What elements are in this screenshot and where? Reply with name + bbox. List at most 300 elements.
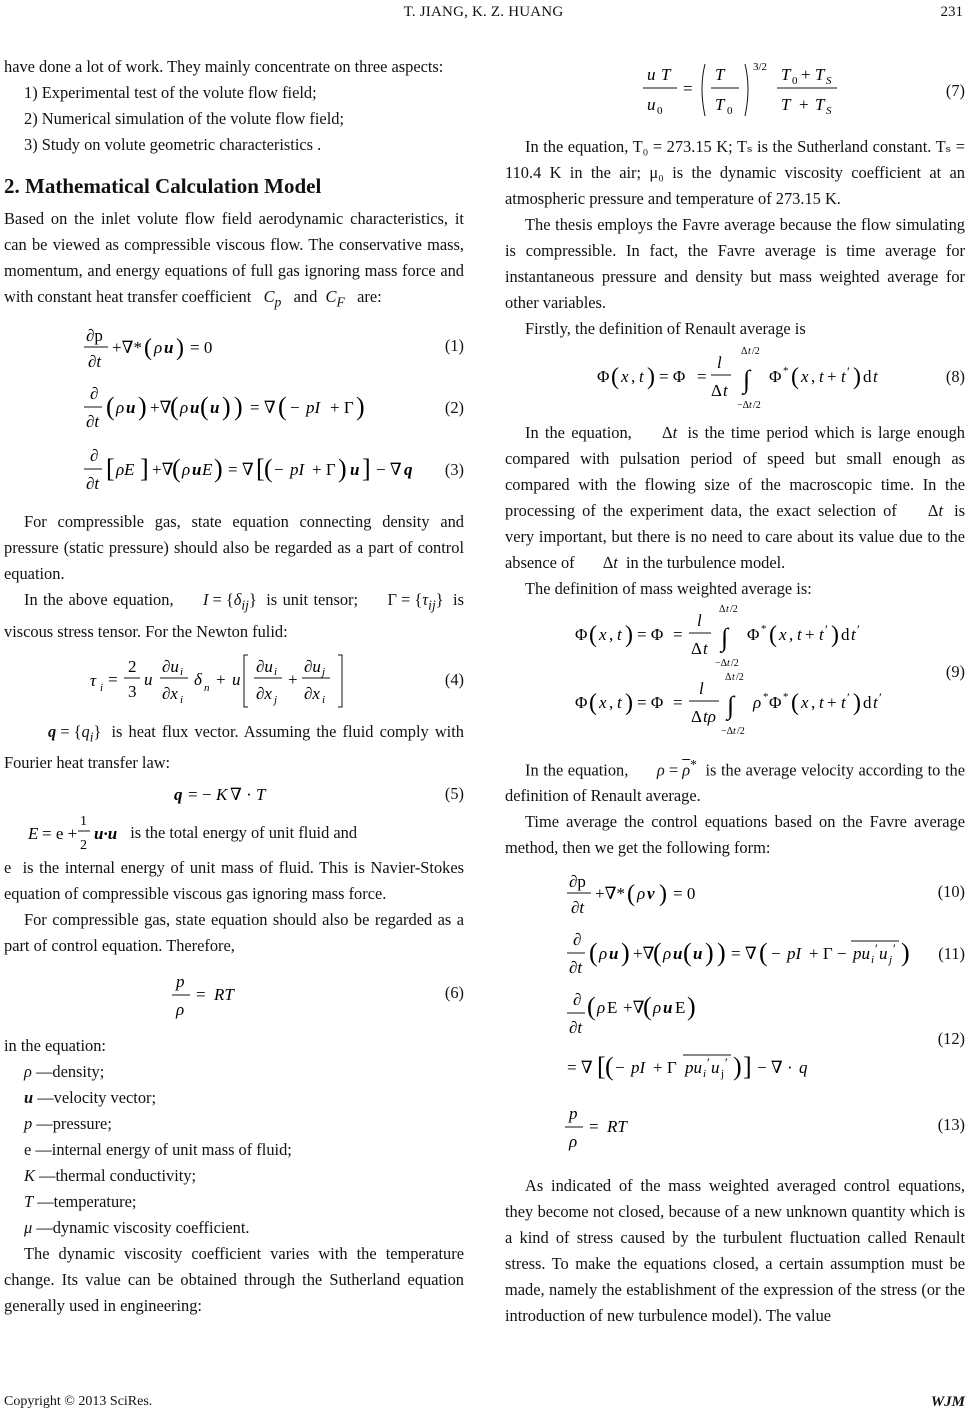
svg-text:∂t: ∂t: [569, 1018, 583, 1038]
definition-viscosity: μ —dynamic viscosity coefficient.: [24, 1218, 250, 1238]
svg-text:): ): [705, 938, 714, 968]
equation-3: [4, 439, 464, 501]
svg-text:,: ,: [609, 625, 614, 644]
svg-text:x: x: [621, 367, 629, 386]
equation-3-formula: [4, 439, 464, 501]
section-heading: 2. Mathematical Calculation Model: [4, 174, 322, 198]
svg-text:T: T: [256, 784, 266, 804]
average-velocity-paragraph: In the equation, $\rho = \overline{\rho}^*$ is the average velocity according to the definition of Renault average.: [505, 757, 965, 806]
internal-energy-paragraph: e is the internal energy of unit mass of fluid. This is Navier-Stokes equation of compressible viscous gas ignoring mass force.: [4, 858, 464, 904]
equation-number: (12): [937, 1029, 965, 1049]
svg-text:ρ: ρ: [753, 693, 762, 712]
svg-text:0: 0: [792, 75, 798, 87]
svg-text:v: v: [647, 884, 655, 904]
svg-text:u: u: [190, 398, 200, 418]
svg-text:*: *: [783, 691, 789, 703]
svg-text:x: x: [599, 625, 607, 644]
page-footer: [4, 1394, 965, 1414]
state-equation-paragraph-2: For compressible gas, state equation should also be regarded as a part of control equation. Therefore,: [4, 910, 464, 956]
definition-temperature: T —temperature;: [24, 1192, 137, 1212]
equation-number: (10): [937, 882, 965, 902]
svg-text:t: t: [841, 367, 846, 386]
favre-method-paragraph: Time average the control equations based on the Favre average method, then we get the following form:: [505, 812, 965, 858]
svg-text:∂x: ∂x: [162, 683, 178, 703]
svg-text:′: ′: [825, 622, 828, 637]
svg-text:Δ: Δ: [691, 707, 702, 726]
svg-text:−: −: [290, 398, 300, 418]
svg-text:u: u: [232, 669, 241, 689]
favre-average-paragraph: The thesis employs the Favre average because the flow simulating is compressible. In fact, the Favre average is time average for instantaneous pressure and density but mass weighted average for other variables.: [505, 215, 965, 312]
svg-text:): ): [338, 454, 347, 484]
svg-text:): ): [138, 392, 147, 422]
equation-8: [505, 342, 965, 412]
svg-text:t: t: [819, 367, 824, 386]
equation-number: (7): [945, 81, 965, 100]
equation-10-formula: [505, 861, 965, 923]
model-paragraph: Based on the inlet volute flow field aerodynamic characteristics, it can be viewed as compressible viscous flow. The conservative mass, momentum, and energy equations of full gas ignoring mass force and with constant heat transfer coefficient $C_p$ and $C_F$ are:: [4, 209, 464, 310]
svg-text:t: t: [732, 672, 735, 683]
running-head: [0, 4, 967, 24]
svg-text:pI: pI: [290, 460, 305, 480]
svg-text:Δ: Δ: [719, 604, 726, 615]
svg-text:− ∇ ·: − ∇ ·: [757, 1058, 793, 1078]
equation-5: [4, 776, 464, 812]
svg-text:t: t: [727, 658, 730, 669]
equation-2: [4, 377, 464, 439]
equation-9-formula: [505, 602, 965, 742]
svg-text:∂: ∂: [573, 990, 582, 1010]
svg-text:(: (: [587, 992, 596, 1022]
svg-text:u: u: [693, 944, 703, 964]
sutherland-constants-paragraph: In the equation, T₀ = 273.15 K; Tₛ is the Sutherland constant. Tₛ = 110.4 K in the air; μ₀ is the dynamic viscosity coefficient at an atmospheric pressure and temperature of 273.15 K.: [505, 137, 965, 208]
copyright-notice: Copyright © 2013 SciRes.: [4, 1394, 153, 1409]
svg-text:pI: pI: [306, 398, 321, 418]
svg-text:(: (: [605, 1052, 614, 1082]
svg-text:(: (: [200, 392, 209, 422]
svg-text:(: (: [144, 335, 152, 362]
svg-text:0: 0: [657, 105, 663, 117]
svg-text:− ∇: − ∇: [376, 460, 402, 480]
svg-text:(: (: [769, 622, 777, 648]
svg-text:u: u: [673, 944, 683, 964]
svg-text:/2: /2: [737, 726, 745, 737]
svg-text:]: ]: [140, 454, 149, 484]
svg-text:/2: /2: [736, 672, 744, 683]
svg-text:∂p: ∂p: [569, 872, 586, 892]
svg-text:): ): [853, 364, 861, 390]
svg-text:T: T: [781, 95, 791, 114]
svg-text:t: t: [749, 400, 752, 411]
equation-number: (6): [444, 983, 464, 1003]
svg-text:t: t: [617, 625, 622, 644]
equation-12-formula: [505, 985, 965, 1093]
svg-text:Δ: Δ: [725, 672, 732, 683]
equation-1: [4, 315, 464, 377]
svg-text:RT: RT: [607, 1117, 627, 1137]
svg-text:u: u: [210, 398, 220, 418]
left-column: [4, 54, 464, 1319]
svg-text:+ Γ: + Γ: [330, 398, 354, 418]
svg-text:2: 2: [80, 838, 87, 854]
svg-text:(: (: [791, 690, 799, 716]
svg-text:∂: ∂: [573, 930, 582, 950]
svg-text:T: T: [715, 95, 725, 114]
svg-text:u: u: [126, 398, 136, 418]
equation-number: (2): [444, 398, 464, 418]
equation-number: (3): [444, 460, 464, 480]
svg-text:∂t: ∂t: [569, 958, 583, 978]
svg-text:Δ: Δ: [741, 346, 748, 357]
svg-text:Φ: Φ: [575, 625, 588, 644]
svg-text:T: T: [815, 95, 825, 114]
total-energy-formula: [8, 809, 118, 853]
equation-9: [505, 602, 965, 742]
svg-text:′: ′: [893, 941, 896, 957]
definition-internal-energy: e —internal energy of unit mass of fluid;: [24, 1140, 292, 1160]
svg-text:j: j: [721, 1068, 725, 1081]
svg-text:= ∇: = ∇: [250, 398, 276, 418]
svg-text:3: 3: [128, 681, 137, 701]
svg-text:u: u: [164, 338, 174, 358]
svg-text:u: u: [350, 460, 360, 480]
svg-text:d: d: [863, 693, 872, 712]
svg-text:= Φ: = Φ: [637, 625, 664, 644]
svg-text:u·u: u·u: [94, 824, 118, 844]
journal-abbreviation: WJM: [930, 1394, 965, 1410]
svg-text:= −: = −: [188, 784, 212, 804]
svg-text:(: (: [589, 938, 598, 968]
svg-text:ρ: ρ: [176, 1000, 185, 1020]
svg-text:−Δ: −Δ: [715, 658, 728, 669]
svg-text:= ∇: = ∇: [567, 1058, 593, 1078]
svg-text:l: l: [697, 611, 702, 630]
svg-text:[: [: [597, 1052, 606, 1082]
svg-text:(: (: [106, 392, 115, 422]
svg-text:=: =: [108, 669, 118, 689]
aspect-item-2: 2) Numerical simulation of the volute flow field;: [24, 109, 344, 128]
svg-text:∂u: ∂u: [162, 656, 179, 676]
svg-text:′: ′: [725, 1055, 728, 1071]
equation-7-formula: [505, 58, 965, 124]
svg-text:∂t: ∂t: [86, 474, 100, 494]
equation-number: (5): [444, 783, 464, 803]
svg-text:∂x: ∂x: [256, 683, 272, 703]
svg-text:i: i: [274, 665, 278, 678]
svg-text:= ∇: = ∇: [731, 944, 757, 964]
svg-text:∂t: ∂t: [86, 412, 100, 432]
svg-text:/2: /2: [730, 604, 738, 615]
aspect-item-3: 3) Study on volute geometric characteristics .: [24, 135, 322, 154]
svg-text:Δ: Δ: [691, 639, 702, 658]
svg-text:∇ ·: ∇ ·: [230, 784, 252, 804]
svg-text:+: +: [801, 65, 811, 84]
svg-text:(: (: [278, 392, 287, 422]
svg-text:): ): [222, 392, 231, 422]
svg-text:t: t: [733, 726, 736, 737]
svg-text:i: i: [703, 1068, 707, 1081]
svg-text:ρ: ρ: [663, 944, 672, 964]
svg-text:(: (: [683, 938, 692, 968]
svg-text:T: T: [715, 65, 725, 84]
definition-velocity: u —velocity vector;: [24, 1088, 157, 1108]
svg-text:= e +: = e +: [42, 824, 78, 844]
svg-text:(: (: [627, 881, 635, 908]
svg-text:): ): [733, 1052, 742, 1082]
svg-text:u: u: [663, 998, 673, 1018]
equation-11: [505, 923, 965, 985]
svg-text:t: t: [873, 367, 878, 386]
svg-text:ρ: ρ: [637, 884, 646, 904]
svg-text:=: =: [673, 625, 683, 644]
svg-text:+: +: [827, 693, 837, 712]
svg-text:tρ: tρ: [703, 707, 716, 726]
svg-text:n: n: [204, 681, 210, 694]
definition-density: ρ —density;: [24, 1062, 105, 1082]
svg-text:+: +: [216, 669, 226, 689]
svg-text:+∇: +∇: [623, 998, 645, 1018]
svg-text:t: t: [639, 367, 644, 386]
svg-text:t: t: [841, 693, 846, 712]
equation-13-formula: [505, 1093, 965, 1157]
svg-text:+∇: +∇: [150, 398, 172, 418]
svg-text:d: d: [863, 367, 872, 386]
svg-text:∫: ∫: [727, 691, 735, 720]
svg-text:= 0: = 0: [673, 884, 696, 904]
tensor-paragraph: In the above equation, $I = \{\delta_{ij}\}$ is unit tensor; $\Gamma = \{\tau_{ij}\}$ is viscous stress tensor. For the Newton fulid:: [4, 590, 464, 641]
svg-text:]: ]: [362, 454, 371, 484]
equation-8-formula: [505, 342, 965, 412]
svg-text:S: S: [826, 75, 832, 87]
equation-number: (13): [937, 1115, 965, 1135]
svg-text:2: 2: [128, 656, 137, 676]
svg-text:′: ′: [875, 941, 878, 957]
svg-text:= 0: = 0: [190, 338, 213, 358]
svg-text:= Φ: = Φ: [659, 367, 686, 386]
svg-text:∂u: ∂u: [256, 656, 273, 676]
svg-text:+ Γ: + Γ: [312, 460, 336, 480]
svg-text:u: u: [647, 65, 656, 84]
svg-text:=: =: [683, 79, 693, 98]
svg-text:E: E: [202, 460, 213, 480]
state-equation-paragraph: For compressible gas, state equation connecting density and pressure (static pressure) should also be regarded as a part of control equation.: [4, 512, 464, 584]
svg-text:q: q: [174, 784, 183, 804]
svg-text:*: *: [783, 365, 789, 377]
svg-text:): ): [176, 335, 184, 362]
svg-text:∂t: ∂t: [571, 898, 585, 918]
svg-text:u: u: [609, 944, 619, 964]
svg-text:x: x: [801, 693, 809, 712]
svg-text:′: ′: [707, 1055, 710, 1071]
svg-text:=: =: [697, 367, 707, 386]
svg-text:= ∇: = ∇: [228, 460, 254, 480]
svg-text:pI: pI: [787, 944, 802, 964]
svg-text:(: (: [589, 622, 597, 648]
svg-text:(: (: [643, 992, 652, 1022]
svg-text:′: ′: [857, 622, 860, 637]
svg-text:∂: ∂: [90, 384, 99, 404]
svg-text:+∇: +∇: [633, 944, 655, 964]
svg-text:−Δ: −Δ: [721, 726, 734, 737]
svg-text:t: t: [819, 693, 824, 712]
svg-text:): ): [659, 881, 667, 908]
svg-text:/2: /2: [753, 400, 761, 411]
definition-conductivity: K —thermal conductivity;: [24, 1166, 197, 1186]
svg-text:): ): [621, 938, 630, 968]
svg-text:′: ′: [847, 690, 850, 705]
svg-text:t: t: [873, 693, 878, 712]
svg-text:p: p: [569, 1104, 578, 1124]
svg-text:+∇*: +∇*: [595, 884, 625, 904]
svg-text:t: t: [819, 625, 824, 644]
renault-stress-paragraph: As indicated of the mass weighted averaged control equations, they become not closed, because of a new unknown quantity which is a kind of stress caused by the turbulent fluctuation called Renault stress. To make the equations closed, a certain assumption must be made, namely the establishment of the expression of the stress (or the introduction of new turbulence model). The value: [505, 1176, 965, 1326]
equation-6: [4, 959, 464, 1027]
svg-text:pI: pI: [631, 1058, 646, 1078]
svg-text:[: [: [256, 454, 265, 484]
svg-text:x: x: [599, 693, 607, 712]
svg-text:Φ: Φ: [597, 367, 610, 386]
equation-1-formula: [4, 315, 464, 377]
running-head-authors: T. JIANG, K. Z. HUANG: [403, 4, 564, 20]
svg-text:): ): [356, 392, 365, 422]
svg-text:+ Γ −: + Γ −: [809, 944, 847, 964]
svg-text:∫: ∫: [743, 365, 751, 394]
svg-text:u: u: [647, 95, 656, 114]
svg-text:,: ,: [631, 367, 636, 386]
svg-text:t: t: [617, 693, 622, 712]
svg-text:−: −: [771, 944, 781, 964]
equation-4: [4, 645, 464, 715]
equation-11-formula: [505, 923, 965, 985]
equation-6-formula: [4, 959, 464, 1027]
aspect-item-1: 1) Experimental test of the volute flow field;: [24, 83, 317, 102]
svg-text:+: +: [827, 367, 837, 386]
svg-text:u: u: [711, 1058, 720, 1078]
svg-text:+: +: [288, 669, 298, 689]
svg-text:i: i: [871, 954, 875, 967]
svg-text:= Φ: = Φ: [637, 693, 664, 712]
svg-text:∂t: ∂t: [88, 352, 102, 372]
svg-text:l: l: [699, 679, 704, 698]
svg-text:t: t: [851, 625, 856, 644]
svg-text:(: (: [170, 392, 179, 422]
svg-text:+ Γ: + Γ: [653, 1058, 677, 1078]
svg-text:′: ′: [847, 364, 850, 379]
svg-text:t: t: [723, 381, 728, 400]
svg-text:−: −: [615, 1058, 625, 1078]
svg-text:+∇*: +∇*: [112, 338, 142, 358]
svg-text:j: j: [889, 954, 893, 967]
equation-12: [505, 985, 965, 1093]
equation-2-formula: [4, 377, 464, 439]
page-number: 231: [940, 4, 963, 20]
svg-text:): ): [214, 454, 223, 484]
svg-text:i: i: [180, 665, 184, 678]
svg-text:): ): [234, 392, 243, 422]
svg-text:(: (: [759, 938, 768, 968]
svg-text:ρ: ρ: [116, 398, 125, 418]
svg-text:Δ: Δ: [711, 381, 722, 400]
svg-text:l: l: [717, 353, 722, 372]
svg-text:(: (: [264, 454, 273, 484]
equation-13: [505, 1093, 965, 1157]
svg-text:T: T: [815, 65, 825, 84]
svg-text:t: t: [797, 625, 802, 644]
right-column: [505, 58, 965, 1329]
svg-text:E: E: [607, 998, 618, 1018]
svg-text:1: 1: [80, 814, 87, 830]
svg-text:(: (: [653, 938, 662, 968]
svg-text:d: d: [841, 625, 850, 644]
equation-number: (4): [444, 669, 464, 689]
svg-text:t: t: [726, 604, 729, 615]
svg-text:(: (: [172, 454, 181, 484]
svg-text:∂x: ∂x: [304, 683, 320, 703]
svg-text:,: ,: [811, 367, 816, 386]
svg-text:∂: ∂: [90, 446, 99, 466]
svg-text:/2: /2: [752, 346, 760, 357]
svg-text:ρE: ρE: [116, 460, 135, 480]
svg-text:): ): [625, 622, 633, 648]
svg-text:ρ: ρ: [180, 398, 189, 418]
svg-text:t: t: [703, 639, 708, 658]
svg-text:+: +: [805, 625, 815, 644]
svg-text:,: ,: [811, 693, 816, 712]
svg-text:(: (: [791, 364, 799, 390]
svg-text:ρ: ρ: [653, 998, 662, 1018]
svg-text:+∇: +∇: [152, 460, 174, 480]
svg-text:/2: /2: [731, 658, 739, 669]
equation-4-formula: [4, 645, 464, 715]
svg-text:T: T: [781, 65, 791, 84]
svg-text:(: (: [611, 364, 619, 390]
equation-10: [505, 861, 965, 923]
svg-text:+: +: [799, 95, 809, 114]
svg-text:j: j: [322, 665, 326, 678]
renault-average-intro: Firstly, the definition of Renault average is: [525, 319, 806, 338]
svg-text:q: q: [799, 1058, 808, 1078]
intro-paragraph: have done a lot of work. They mainly concentrate on three aspects:: [4, 57, 444, 76]
svg-text:E: E: [675, 998, 686, 1018]
svg-text:u: u: [879, 944, 888, 964]
svg-text:): ): [647, 364, 655, 390]
svg-text:j: j: [274, 693, 278, 706]
svg-text:*: *: [763, 691, 769, 703]
equation-number: (11): [938, 944, 965, 964]
svg-text:[: [: [106, 454, 115, 484]
svg-text:Φ: Φ: [747, 625, 760, 644]
definitions-intro: in the equation:: [4, 1036, 106, 1056]
equation-7: [505, 58, 965, 124]
svg-text:=: =: [196, 985, 206, 1005]
svg-text:∫: ∫: [721, 623, 729, 652]
definition-pressure: p —pressure;: [24, 1114, 112, 1134]
svg-text:∂u: ∂u: [304, 656, 321, 676]
svg-text:q: q: [404, 460, 413, 480]
svg-text:τ: τ: [90, 670, 97, 690]
svg-text:ρ: ρ: [597, 998, 606, 1018]
svg-text:pu: pu: [685, 1058, 702, 1078]
heat-flux-paragraph: $q = \{q_i\}$ is heat flux vector. Assuming the fluid comply with Fourier heat transfer law:: [4, 721, 464, 772]
svg-text:Φ: Φ: [769, 367, 782, 386]
svg-text:ρ: ρ: [182, 460, 191, 480]
equation-number: (8): [945, 367, 965, 386]
svg-text:ρ: ρ: [569, 1132, 578, 1152]
svg-text:u: u: [192, 460, 202, 480]
time-period-paragraph: In the equation, Δt is the time period which is large enough compared with pulsation period of speed but small enough as compared with the flowing size of the macroscopic time. In the processing of the experiment data, the exact selection of Δt is very important, but there is no need to care about its value due to the absence of Δt in the turbulence model.: [505, 423, 965, 572]
svg-text:K: K: [216, 784, 228, 804]
svg-text:): ): [901, 938, 910, 968]
svg-text:,: ,: [789, 625, 794, 644]
